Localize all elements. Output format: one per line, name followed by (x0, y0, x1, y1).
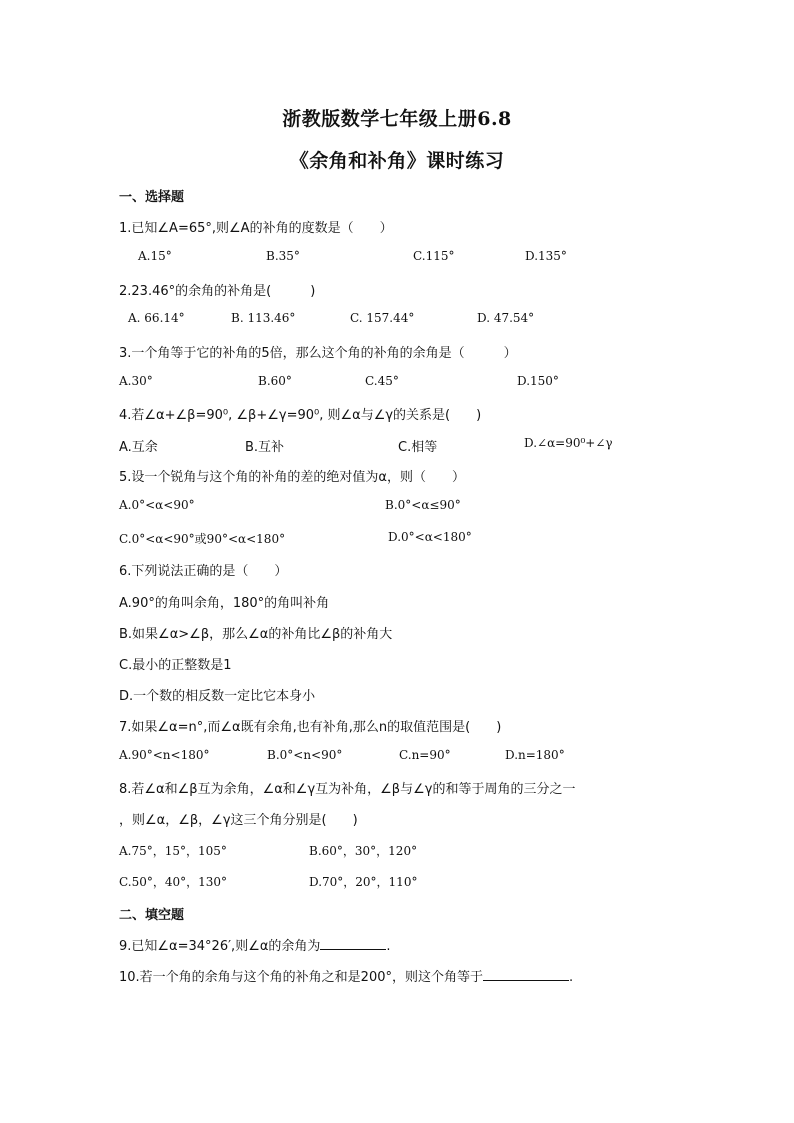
question-7-option-d: D.n=180° (505, 748, 565, 762)
question-10 (119, 966, 573, 985)
question-1-stem: 1.已知∠A=65°,则∠A的补角的度数是（ ） (119, 221, 393, 236)
question-4-stem: 4.若∠α+∠β=90⁰, ∠β+∠γ=90⁰, 则∠α与∠γ的关系是( ) (119, 408, 482, 423)
question-2-option-c: C. 157.44° (350, 311, 415, 325)
question-9-answer-blank[interactable] (320, 936, 386, 950)
question-2-option-a: A. 66.14° (128, 311, 185, 325)
question-10-stem: 10.若一个角的余角与这个角的补角之和是200°，则这个角等于 (119, 970, 483, 985)
question-3-option-b: B.60° (258, 374, 292, 388)
question-8-stem-line-2: ，则∠α，∠β，∠γ这三个角分别是( ) (119, 813, 358, 828)
question-8-option-a: A.75°，15°，105° (119, 844, 227, 858)
question-8-option-d: D.70°，20°，110° (309, 875, 418, 889)
question-1-option-d: D.135° (525, 249, 567, 263)
question-4-option-c: C.相等 (398, 440, 438, 455)
question-6-option-c: C.最小的正整数是1 (119, 658, 232, 673)
question-7-option-b: B.0°<n<90° (267, 748, 343, 762)
section-heading-choice: 一、选择题 (119, 190, 185, 205)
question-4-option-a: A.互余 (119, 440, 158, 455)
question-3-stem: 3.一个角等于它的补角的5倍，那么这个角的补角的余角是（ ） (119, 346, 517, 361)
title-line-2: 《余角和补角》课时练习 (289, 150, 505, 172)
question-4-option-b: B.互补 (245, 440, 285, 455)
question-9-period: . (386, 939, 391, 954)
section-heading-fill-in: 二、填空题 (119, 908, 185, 923)
question-4-option-d: D.∠α=90⁰+∠γ (524, 436, 613, 450)
question-5-option-d: D.0°<α<180° (388, 530, 472, 544)
question-1-option-b: B.35° (266, 249, 300, 263)
question-6-option-d: D.一个数的相反数一定比它本身小 (119, 689, 316, 704)
question-7-option-c: C.n=90° (399, 748, 451, 762)
question-6-option-b: B.如果∠α>∠β，那么∠α的补角比∠β的补角大 (119, 627, 393, 642)
question-1-option-c: C.115° (413, 249, 455, 263)
question-7-stem: 7.如果∠α=n°,而∠α既有余角,也有补角,那么n的取值范围是( ) (119, 720, 502, 735)
question-7-option-a: A.90°<n<180° (119, 748, 210, 762)
question-5-option-a: A.0°<α<90° (119, 498, 195, 512)
question-2-option-d: D. 47.54° (477, 311, 535, 325)
question-6-stem: 6.下列说法正确的是（ ） (119, 564, 288, 579)
question-10-answer-blank[interactable] (483, 967, 569, 981)
question-10-period: . (569, 970, 574, 985)
question-3-option-d: D.150° (517, 374, 559, 388)
question-3-option-a: A.30° (119, 374, 153, 388)
question-2-stem: 2.23.46°的余角的补角是( ) (119, 284, 316, 299)
question-3-option-c: C.45° (365, 374, 399, 388)
question-8-option-b: B.60°，30°，120° (309, 844, 418, 858)
question-5-stem: 5.设一个锐角与这个角的补角的差的绝对值为α，则（ ） (119, 470, 465, 485)
question-6-option-a: A.90°的角叫余角，180°的角叫补角 (119, 596, 330, 611)
title-line-1: 浙教版数学七年级上册6.8 (282, 108, 512, 130)
question-2-option-b: B. 113.46° (231, 311, 296, 325)
question-1-option-a: A.15° (138, 249, 172, 263)
question-5-option-c: C.0°<α<90°或90°<α<180° (119, 532, 286, 546)
question-9 (119, 935, 391, 954)
question-8-stem-line-1: 8.若∠α和∠β互为余角，∠α和∠γ互为补角，∠β与∠γ的和等于周角的三分之一 (119, 782, 576, 797)
question-8-option-c: C.50°，40°，130° (119, 875, 228, 889)
question-9-stem: 9.已知∠α=34°26′,则∠α的余角为 (119, 939, 321, 954)
question-5-option-b: B.0°<α≤90° (385, 498, 461, 512)
